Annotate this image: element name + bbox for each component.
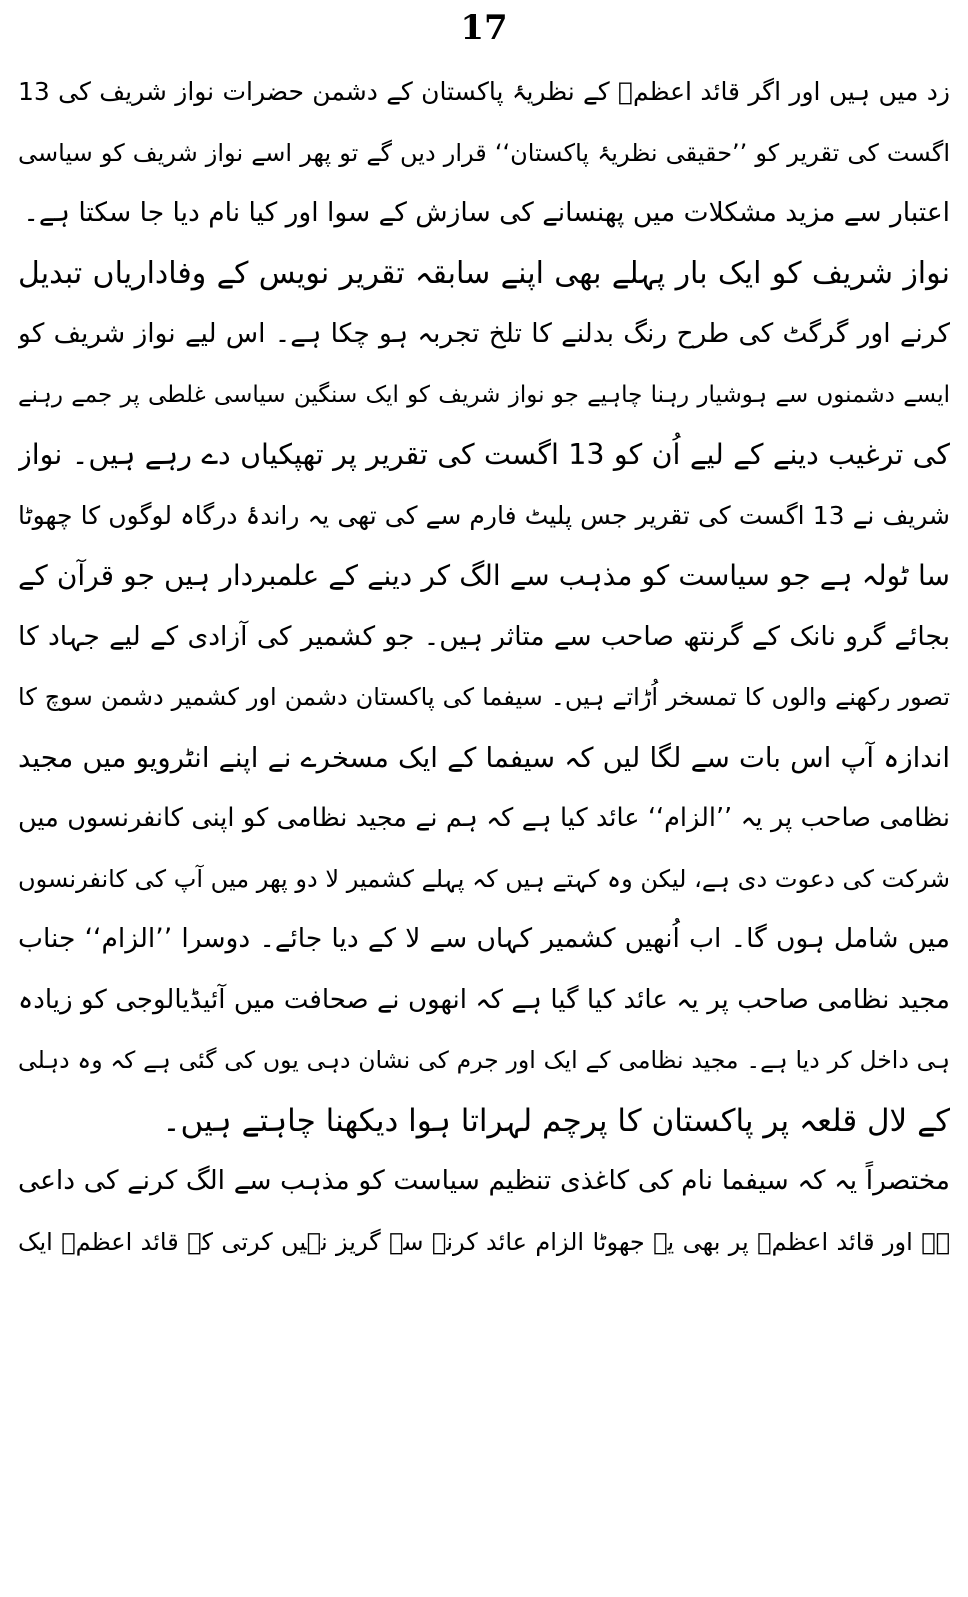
text-line: اگست کی تقریر کو ’’حقیقی نظریۂ پاکستان‘‘ قرار دیں گے تو پھر اسے نواز شریف کو سیاسی xyxy=(18,138,950,167)
body-text xyxy=(18,62,950,1272)
text-line: مجید نظامی صاحب پر یہ عائد کیا گیا ہے کہ انھوں نے صحافت میں آئیڈیالوجی کو زیادہ xyxy=(18,984,950,1015)
text-line: ہی داخل کر دیا ہے۔ مجید نظامی کے ایک اور جرم کی نشان دہی یوں کی گئی ہے کہ وہ دہلی xyxy=(18,1046,950,1074)
text-line: تصور رکھنے والوں کا تمسخر اُڑاتے ہیں۔ سیفما کی پاکستان دشمن اور کشمیر دشمن سوچ کا xyxy=(18,683,950,711)
text-line: مختصراً یہ کہ سیفما نام کی کاغذی تنظیم سیاست کو مذہب سے الگ کرنے کی داعی xyxy=(18,1165,950,1196)
text-line: اندازہ آپ اس بات سے لگا لیں کہ سیفما کے ایک مسخرے نے اپنے انٹرویو میں مجید xyxy=(18,741,950,774)
text-line: سا ٹولہ ہے جو سیاست کو مذہب سے الگ کر دینے کے علمبردار ہیں جو قرآن کے xyxy=(18,559,950,592)
text-line: ہے اور قائد اعظمؒ پر بھی یہ جھوٹا الزام عائد کرنے سے گریز نہیں کرتی کہ قائد اعظمؒ ایک xyxy=(18,1227,950,1256)
text-line: نواز شریف کو ایک بار پہلے بھی اپنے سابقہ تقریر نویس کے وفاداریاں تبدیل xyxy=(18,255,950,291)
text-line: شریف نے 13 اگست کی تقریر جس پلیٹ فارم سے کی تھی یہ راندۂ درگاہ لوگوں کا چھوٹا xyxy=(18,500,950,530)
text-line: میں شامل ہوں گا۔ اب اُنھیں کشمیر کہاں سے لا کے دیا جائے۔ دوسرا ’’الزام‘‘ جناب xyxy=(18,923,950,954)
text-line: کرنے اور گرگٹ کی طرح رنگ بدلنے کا تلخ تجربہ ہو چکا ہے۔ اس لیے نواز شریف کو xyxy=(18,318,950,349)
page-number: 17 xyxy=(460,8,508,48)
text-line: بجائے گرو نانک کے گرنتھ صاحب سے متاثر ہیں۔ جو کشمیر کی آزادی کے لیے جہاد کا xyxy=(18,620,950,652)
text-line: شرکت کی دعوت دی ہے، لیکن وہ کہتے ہیں کہ پہلے کشمیر لا دو پھر میں آپ کی کانفرنسوں xyxy=(18,864,950,893)
text-line: کی ترغیب دینے کے لیے اُن کو 13 اگست کی تقریر پر تھپکیاں دے رہے ہیں۔ نواز xyxy=(18,438,950,471)
text-line: کے لال قلعہ پر پاکستان کا پرچم لہراتا ہوا دیکھنا چاہتے ہیں۔ xyxy=(162,1102,950,1139)
text-line: ایسے دشمنوں سے ہوشیار رہنا چاہیے جو نواز شریف کو ایک سنگین سیاسی غلطی پر جمے رہنے xyxy=(18,381,950,408)
text-line: نظامی صاحب پر یہ ’’الزام‘‘ عائد کیا ہے کہ ہم نے مجید نظامی کو اپنی کانفرنسوں میں xyxy=(18,803,950,833)
text-line: زد میں ہیں اور اگر قائد اعظمؒ کے نظریۂ پاکستان کے دشمن حضرات نواز شریف کی 13 xyxy=(18,77,950,106)
text-line: اعتبار سے مزید مشکلات میں پھنسانے کی سازش کے سوا اور کیا نام دیا جا سکتا ہے۔ xyxy=(23,197,950,228)
